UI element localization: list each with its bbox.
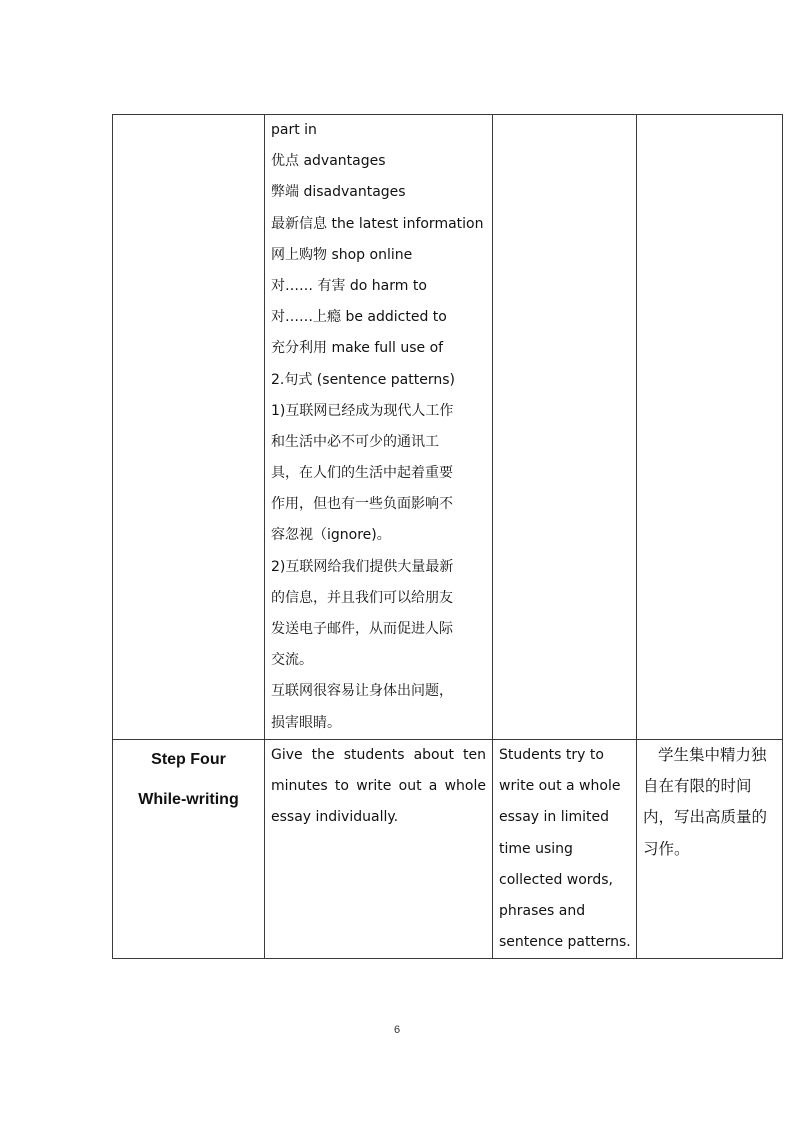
content-line: 习作。 [643,839,690,858]
content-line: 损害眼睛。 [271,714,341,731]
content-line: part in [271,122,317,138]
content-line: phrases and [499,902,586,919]
content-line: collected words, [499,871,613,888]
content-line: 学生集中精力独 [658,746,767,764]
content-line: essay in limited [499,809,610,826]
teaching-content-cell [265,115,493,740]
content-line: 1)互联网已经成为现代人工作 [271,402,454,419]
content-line: 容忽视（ignore)。 [271,527,391,544]
content-line: essay individually. [271,809,399,826]
content-line: 充分利用 make full use of [271,340,444,357]
content-line: 对……上瘾 be addicted to [271,309,447,326]
content-line: 的信息，并且我们可以给朋友 [271,589,453,606]
content-line: 网上购物 shop online [271,246,413,263]
content-line: time using [499,840,573,857]
content-line: 优点 advantages [271,153,386,170]
purpose-cell [637,740,783,959]
content-line: 和生活中必不可少的通讯工 [271,433,439,450]
step-cell [113,740,265,959]
content-line: 对…… 有害 do harm to [271,277,427,294]
content-line: 互联网很容易让身体出问题， [271,683,453,700]
page-number: 6 [393,1024,401,1036]
content-line: 内，写出高质量的 [643,808,768,827]
step-cell-empty [113,115,265,740]
table-row [113,115,783,740]
content-line: 自在有限的时间 [643,777,752,796]
content-line: 具，在人们的生活中起着重要 [271,465,453,482]
table-row [113,740,783,959]
content-line: 作用，但也有一些负面影响不 [271,496,453,513]
step-subtitle: While-writing [138,791,239,808]
student-activity-cell-empty [493,115,637,740]
content-line: 2.句式 (sentence patterns) [271,371,455,388]
teacher-activity-cell [265,740,493,959]
teacher-activity-text [265,740,492,834]
student-activity-cell [493,740,637,959]
vocabulary-and-patterns-list [265,115,492,739]
content-line: sentence patterns. [499,934,631,951]
content-line: minutes to write out a whole [271,778,486,795]
content-line: Students try to [499,747,604,763]
purpose-cell-empty [637,115,783,740]
content-line: 交流。 [271,652,313,669]
content-line: write out a whole [499,778,621,795]
purpose-text [637,740,782,865]
content-line: 弊端 disadvantages [271,184,406,201]
content-line: 最新信息 the latest information [271,215,484,232]
lesson-plan-table [112,114,783,959]
content-line: Give the students about ten [271,747,486,763]
student-activity-text [493,740,636,958]
content-line: 发送电子邮件，从而促进人际 [271,621,453,637]
step-title: Step Four [151,751,226,768]
content-line: 2)互联网给我们提供大量最新 [271,558,454,575]
